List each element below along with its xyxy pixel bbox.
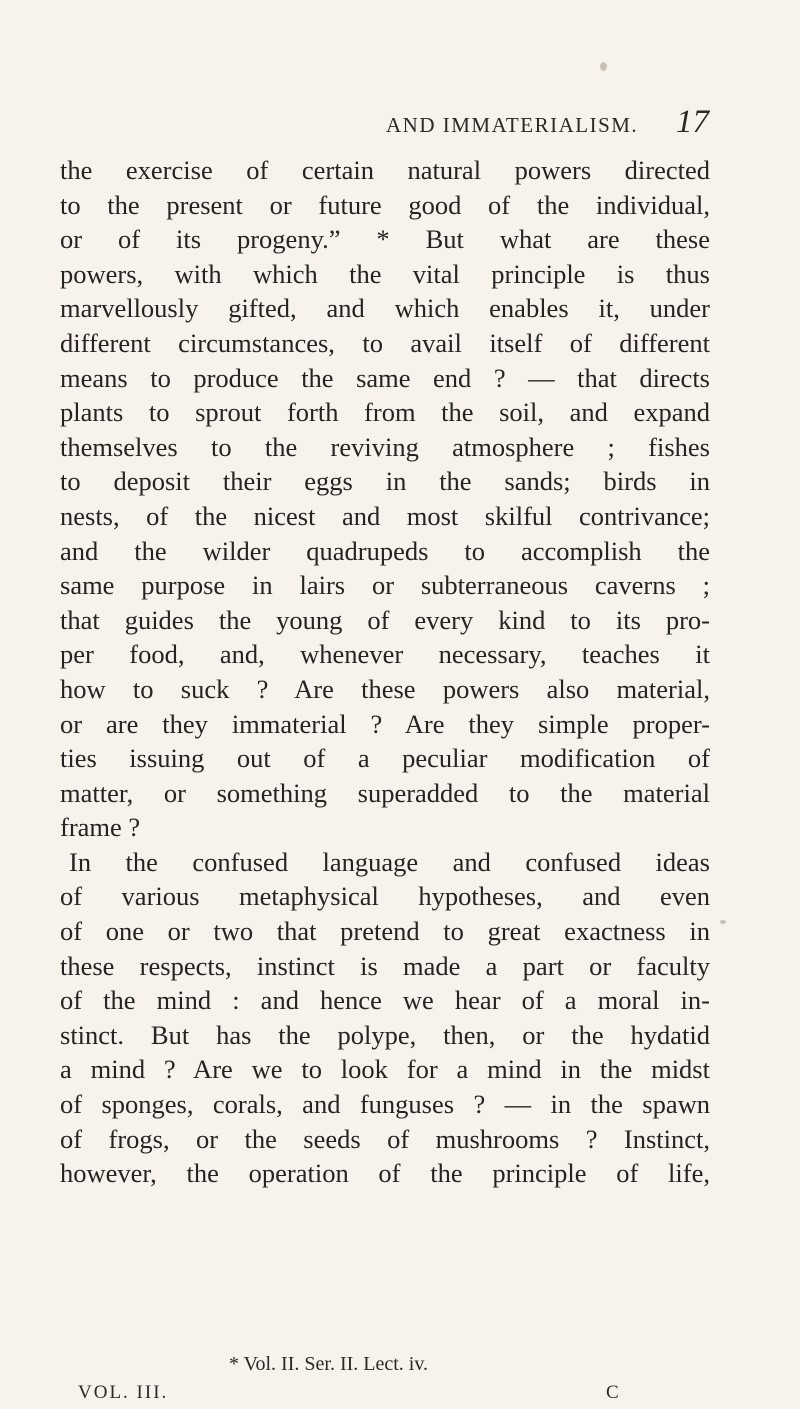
text-line: to deposit their eggs in the sands; birds in	[60, 466, 710, 497]
text-line: that guides the young of every kind to its pro-	[60, 604, 710, 635]
text-line: ties issuing out of a peculiar modification of	[60, 743, 710, 774]
text-line: however, the operation of the principle of life,	[60, 1158, 710, 1189]
volume-label: VOL. III.	[78, 1382, 169, 1403]
paper-speck	[600, 62, 607, 71]
text-line: marvellously gifted, and which enables it, under	[60, 293, 710, 324]
text-line: means to produce the same end ? — that directs	[60, 362, 710, 393]
text-line: nests, of the nicest and most skilful contrivance;	[60, 500, 710, 531]
text-line: these respects, instinct is made a part or faculty	[60, 950, 710, 981]
text-line: how to suck ? Are these powers also material,	[60, 673, 710, 704]
text-line: to the present or future good of the individual,	[60, 189, 710, 220]
text-line: themselves to the reviving atmosphere ; fishes	[60, 431, 710, 462]
body-text	[60, 153, 710, 1191]
text-line: of one or two that pretend to great exactness in	[60, 916, 710, 947]
text-line: or are they immaterial ? Are they simple proper-	[60, 708, 710, 739]
text-line: different circumstances, to avail itself of different	[60, 327, 710, 358]
text-line: plants to sprout forth from the soil, and expand	[60, 397, 710, 428]
signature-mark: C	[606, 1382, 619, 1403]
paper-speck	[720, 920, 726, 924]
text-line: stinct. But has the polype, then, or the hydatid	[60, 1019, 710, 1050]
text-line: or of its progeny.” * But what are these	[60, 224, 710, 255]
footnote: * Vol. II. Ser. II. Lect. iv.	[229, 1353, 429, 1375]
text-line: of the mind : and hence we hear of a moral in-	[60, 985, 710, 1016]
text-line: powers, with which the vital principle is thus	[60, 258, 710, 289]
text-line: of sponges, corals, and funguses ? — in the spawn	[60, 1089, 710, 1120]
text-line: of various metaphysical hypotheses, and even	[60, 881, 710, 912]
text-line: matter, or something superadded to the material	[60, 777, 710, 808]
text-line: same purpose in lairs or subterraneous caverns ;	[60, 570, 710, 601]
text-line: frame ?	[60, 812, 141, 843]
page-number: 17	[676, 104, 709, 140]
text-line: of frogs, or the seeds of mushrooms ? Instinct,	[60, 1123, 710, 1154]
text-line: and the wilder quadrupeds to accomplish the	[60, 535, 710, 566]
text-line: the exercise of certain natural powers directed	[60, 155, 710, 185]
running-head: AND IMMATERIALISM.	[386, 113, 639, 137]
text-line: per food, and, whenever necessary, teaches it	[60, 639, 710, 670]
text-line: a mind ? Are we to look for a mind in the midst	[60, 1054, 710, 1085]
paragraph-start-line: In the confused language and confused ideas	[69, 846, 710, 877]
